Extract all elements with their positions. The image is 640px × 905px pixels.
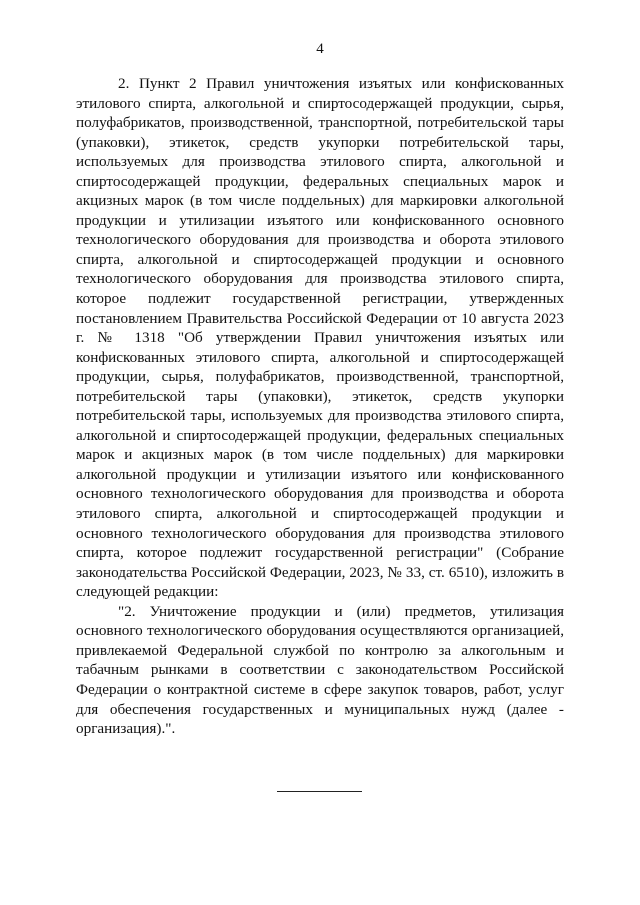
paragraph-new-wording: "2. Уничтожение продукции и (или) предметов, утилизация основного технологического оборудования осуществляются организацией, привлекаемой Федеральной службой по контролю за алкогольным и табачным рынками в соответствии с законодательством Российской Федерации о контрактной системе в сфере закупок товаров, работ, услуг для обеспечения государственных и муниципальных нужд (далее - организация).". [76, 602, 564, 738]
page-number: 4 [316, 41, 324, 57]
paragraph-amendment-2: 2. Пункт 2 Правил уничтожения изъятых или конфискованных этилового спирта, алкогольной и спиртосодержащей продукции, сырья, полуфабрикатов, производственной, транспортной, потребительской тары (упаковки), этикеток, средств укупорки потребительской тары, используемых для производства этилового спирта, алкогольной и спиртосодержащей продукции, федеральных специальных марок и акцизных марок (в том числе поддельных) для маркировки алкогольной продукции и утилизации изъятого или конфискованного основного технологического оборудования для производства и оборота этилового спирта, алкогольной и спиртосодержащей продукции и основного технологического оборудования для производства этилового спирта, которое подлежит государственной регистрации, утвержденных постановлением Правительства Российской Федерации от 10 августа 2023 г. № 1318 "Об утверждении Правил уничтожения изъятых или конфискованных этилового спирта, алкогольной и спиртосодержащей продукции, сырья, полуфабрикатов, производственной, транспортной, потребительской тары (упаковки), этикеток, средств укупорки потребительской тары, используемых для производства этилового спирта, алкогольной и спиртосодержащей продукции, федеральных специальных марок и акцизных марок (в том числе поддельных) для маркировки алкогольной продукции и утилизации изъятого или конфискованного основного технологического оборудования для производства и оборота этилового спирта, алкогольной и спиртосодержащей продукции и основного технологического оборудования для производства этилового спирта, которое подлежит государственной регистрации" (Собрание законодательства Российской Федерации, 2023, № 33, ст. 6510), изложить в следующей редакции: [76, 75, 564, 601]
end-separator-line [277, 791, 362, 792]
document-body [76, 74, 564, 739]
